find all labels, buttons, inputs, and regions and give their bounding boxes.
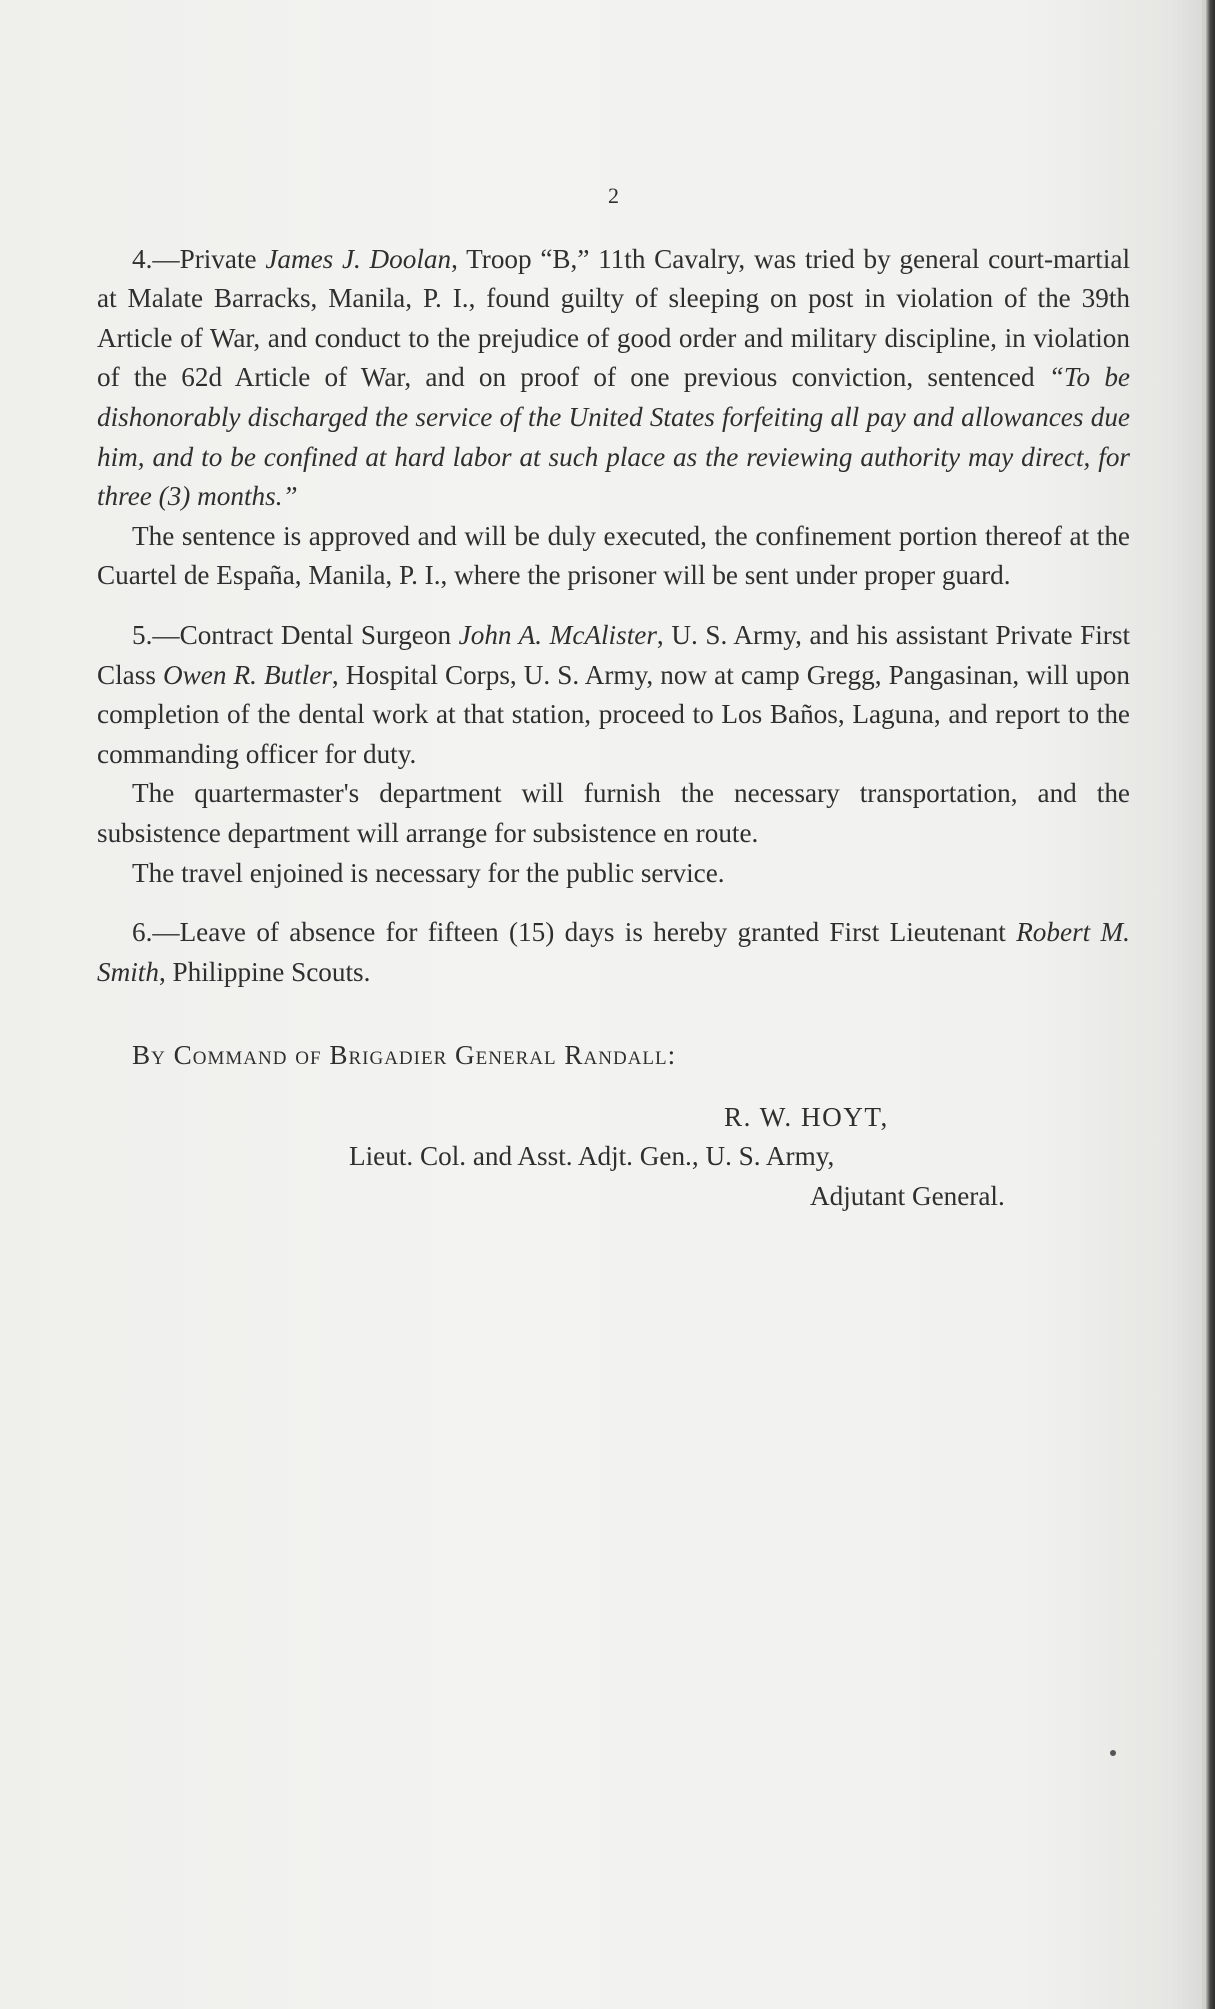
signature-title: Adjutant General. <box>810 1181 1005 1212</box>
para6-text: , Philippine Scouts. <box>158 956 371 987</box>
para5-number: 5.—Contract Dental Surgeon <box>132 619 459 650</box>
person-name-doolan: James J. Doolan <box>265 243 452 274</box>
para4-text: , Troop “B,” 11th Cavalry, was tried by general court-martial at Malate Barracks, Manila, P. I., found guilty of sleeping on post in violation of the 39th Article of War, and conduct to the prejudice of good order and military discipline, in violation of the 62d Article of War, and on proof of one previous conviction, sentenced <box>97 243 1130 393</box>
signature-rank: Lieut. Col. and Asst. Adjt. Gen., U. S. Army, <box>349 1141 835 1172</box>
ink-speck <box>1110 1750 1116 1756</box>
paragraph-5-transport: The quartermaster's department will furnish the necessary transportation, and the subsistence department will arrange for subsistence en route. <box>97 778 1130 848</box>
command-line: By Command of Brigadier General Randall: <box>132 1040 677 1071</box>
paragraph-4-approval: The sentence is approved and will be duly executed, the confinement portion thereof at the Cuartel de España, Manila, P. I., where the prisoner will be sent under proper guard. <box>97 520 1130 591</box>
paragraph-6 <box>97 913 1130 992</box>
para4-number: 4.—Private <box>132 243 266 274</box>
person-name-mcalister: John A. McAlister <box>458 619 657 650</box>
paragraph-4 <box>97 240 1130 517</box>
person-name-butler: Owen R. Butler <box>162 659 332 690</box>
page-edge-shadow <box>1206 0 1215 2009</box>
para5-text-1: , U. S. Army, and his assistant Private First Class <box>97 619 1130 690</box>
document-body <box>97 176 1130 1217</box>
para6-number: 6.—Leave of absence for fifteen (15) days is hereby granted First Lieutenant <box>132 917 1017 948</box>
sentence-quote: “To be dishonorably discharged the service of the United States forfeiting all pay and allowances due him, and to be confined at hard labor at such place as the reviewing authority may direct, for three (3) months.” <box>97 362 1130 512</box>
paragraph-5 <box>97 616 1130 774</box>
person-name-smith: Robert M. Smith <box>97 917 1130 987</box>
paragraph-5-travel: The travel enjoined is necessary for the public service. <box>132 857 725 888</box>
signature-name: R. W. HOYT, <box>724 1101 889 1132</box>
para5-text-2: , Hospital Corps, U. S. Army, now at camp Gregg, Pangasinan, will upon completion of the dental work at that station, proceed to Los Baños, Laguna, and report to the commanding officer for duty. <box>97 659 1130 769</box>
page-number: 2 <box>608 183 619 208</box>
